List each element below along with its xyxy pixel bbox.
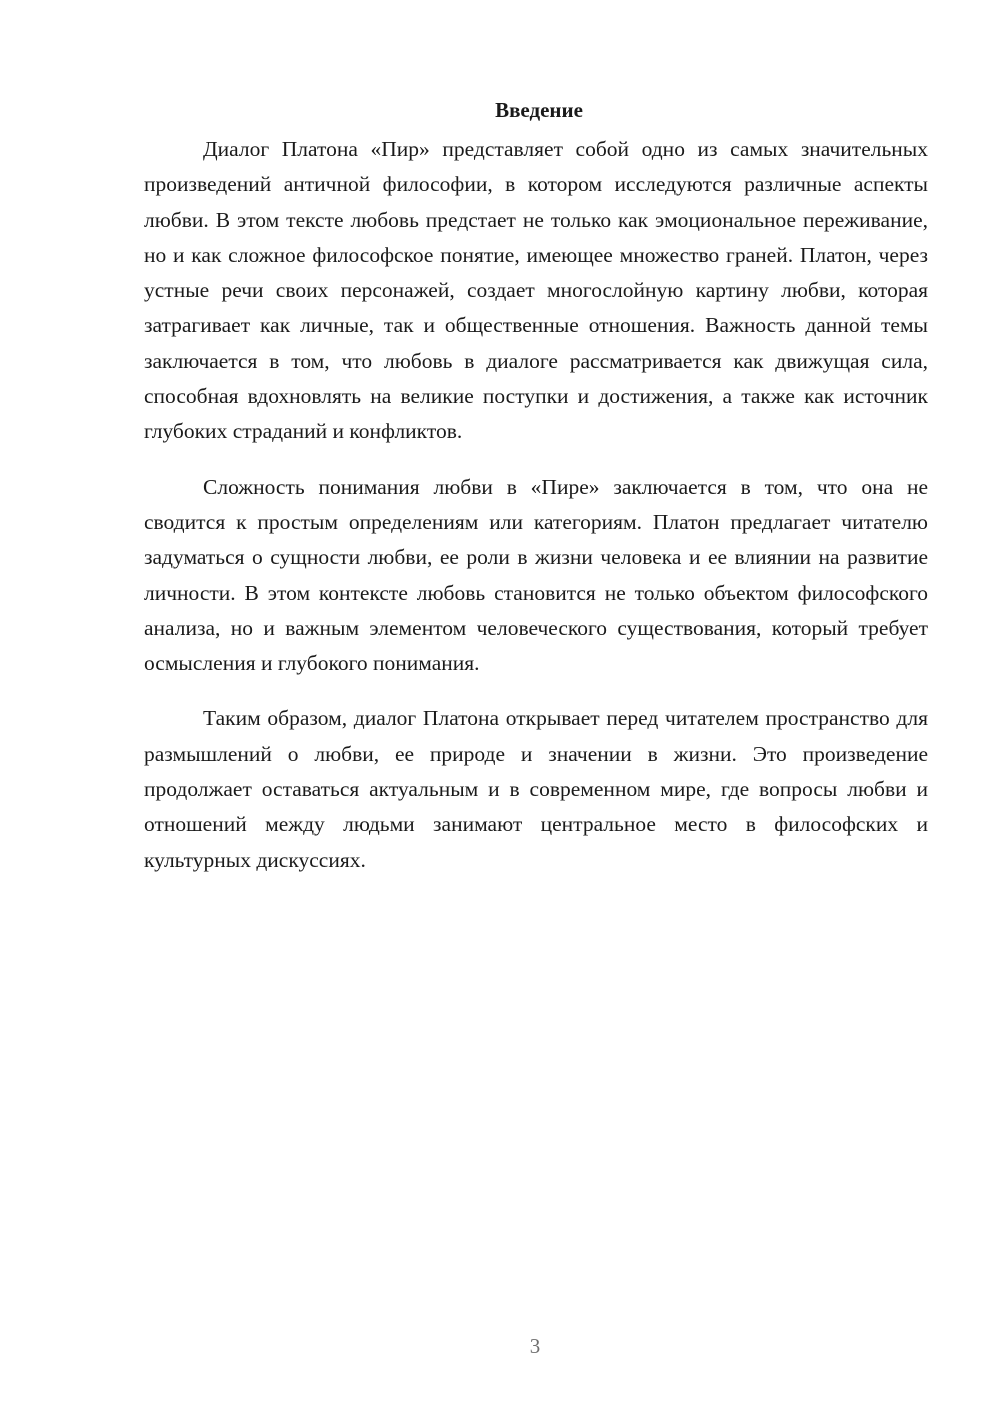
page-title: Введение: [495, 98, 583, 122]
page-content: [144, 92, 928, 898]
page-number: 3: [529, 1334, 541, 1358]
paragraph-3: Таким образом, диалог Платона открывает перед читателем пространство для размышлений о любви, ее природе и значении в жизни. Это произведение продолжает оставаться актуальным и в современном мире, где вопросы любви и отношений между людьми занимают центральное место в философских и культурных дискуссиях.: [144, 706, 928, 872]
paragraph-2: Сложность понимания любви в «Пире» заключается в том, что она не сводится к простым определениям или категориям. Платон предлагает читателю задуматься о сущности любви, ее роли в жизни человека и ее влиянии на развитие личности. В этом контексте любовь становится не только объектом философского анализа, но и важным элементом человеческого существования, который требует осмысления и глубокого понимания.: [144, 474, 928, 676]
paragraph-1: Диалог Платона «Пир» представляет собой одно из самых значительных произведений античной философии, в котором исследуются различные аспекты любви. В этом тексте любовь предстает не только как эмоциональное переживание, но и как сложное философское понятие, имеющее множество граней. Платон, через устные речи своих персонажей, создает многослойную картину любви, которая затрагивает как личные, так и общественные отношения. Важность данной темы заключается в том, что любовь в диалоге рассматривается как движущая сила, способная вдохновлять на великие поступки и достижения, а также как источник глубоких страданий и конфликтов.: [144, 137, 928, 444]
